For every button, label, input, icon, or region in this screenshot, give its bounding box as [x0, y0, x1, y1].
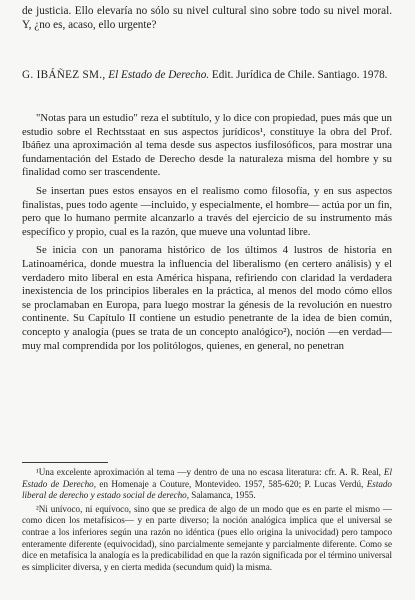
reference-publisher: Edit. Jurídica de Chile. Santiago. 1978.	[211, 69, 388, 81]
continued-paragraph	[22, 4, 392, 32]
reference-title: El Estado de Derecho.	[108, 69, 210, 81]
footnote-rule	[22, 462, 108, 463]
footnotes	[22, 467, 392, 573]
reference-line	[22, 68, 392, 83]
footnote-text: en Homenaje a Couture, Montevideo. 1957, 585-620; P. Lucas Verdú,	[99, 478, 364, 489]
footnote-text: ¹Una excelente aproximación al tema —y dentro de una no escasa literatura: cfr. A. R. Real,	[36, 467, 381, 477]
review-body	[22, 112, 392, 353]
book-reference	[22, 68, 392, 83]
footnote-title: Estado liberal de derecho y estado social de derecho,	[22, 478, 392, 501]
paragraph: Se insertan pues estos ensayos en el realismo como filosofía, y en sus aspectos finalistas, pues todo agente —incluido, y especialmente, el hombre— actúa por un fin, pero que lo humano permite alcanzarlo a través del ejercicio de su instrumento más específico y propio, cual es la razón, que mueve una voluntad libre.	[22, 184, 392, 238]
paragraph: de justicia. Ello elevaría no sólo su nivel cultural sino sobre todo su nivel moral. Y, ¿no es, acaso, ello urgente?	[22, 5, 392, 31]
footnote-1	[22, 467, 392, 502]
footnote-2: ²Ni unívoco, ni equívoco, sino que se predica de algo de un modo que es en parte el mismo —como dicen los metafísicos— y en parte diverso; la noción analógica implica que el universal se contrae a los inferiores según una razón no idéntica (pues ello origina la univocidad) pero tampoco enteramente diferente (equivocidad), sino parcialmente semejante y parcialmente diferente. Como se dice en metafísica la analogía es la predicabilidad en que la razón significada por el término universal es simpliciter diversa, y en cierta medida (secundum quid) la misma.	[22, 503, 392, 572]
paragraph: "Notas para un estudio" reza el subtítulo, y lo dice con propiedad, pues más que un estudio sobre el Rechtsstaat en sus aspectos jurídicos¹, constituye la obra del Prof. Ibáñez una aproximación al tema desde sus aspectos iusfilosóficos, para mostrar una fundamentación del Estado de Derecho desde la naturaleza misma del hombre y su finalidad como ser trascendente.	[22, 112, 392, 179]
reference-author: G. IBÁÑEZ SM.,	[22, 69, 106, 81]
footnote-title: El Estado de Derecho,	[22, 467, 392, 489]
paragraph: Se inicia con un panorama histórico de los últimos 4 lustros de historia en Latinoamérica, donde muestra la influencia del liberalismo (en certero análisis) y el verdadero mito liberal en esta América hispana, refiriendo con claridad la verdadera inexistencia de los principios liberales en la práctica, al menos del modo cómo ellos se proclamaban en Europa, para luego mostrar la génesis de la revolución en nuestro continente. Su Capítulo II contiene un estudio penetrante de la idea de bien común, concepto y analogía (pues se trata de un concepto analógico²), noción —en verdad— muy mal comprendida por los politólogos, quienes, en general, no penetran	[22, 244, 392, 352]
footnote-text: Salamanca, 1955.	[191, 490, 256, 501]
